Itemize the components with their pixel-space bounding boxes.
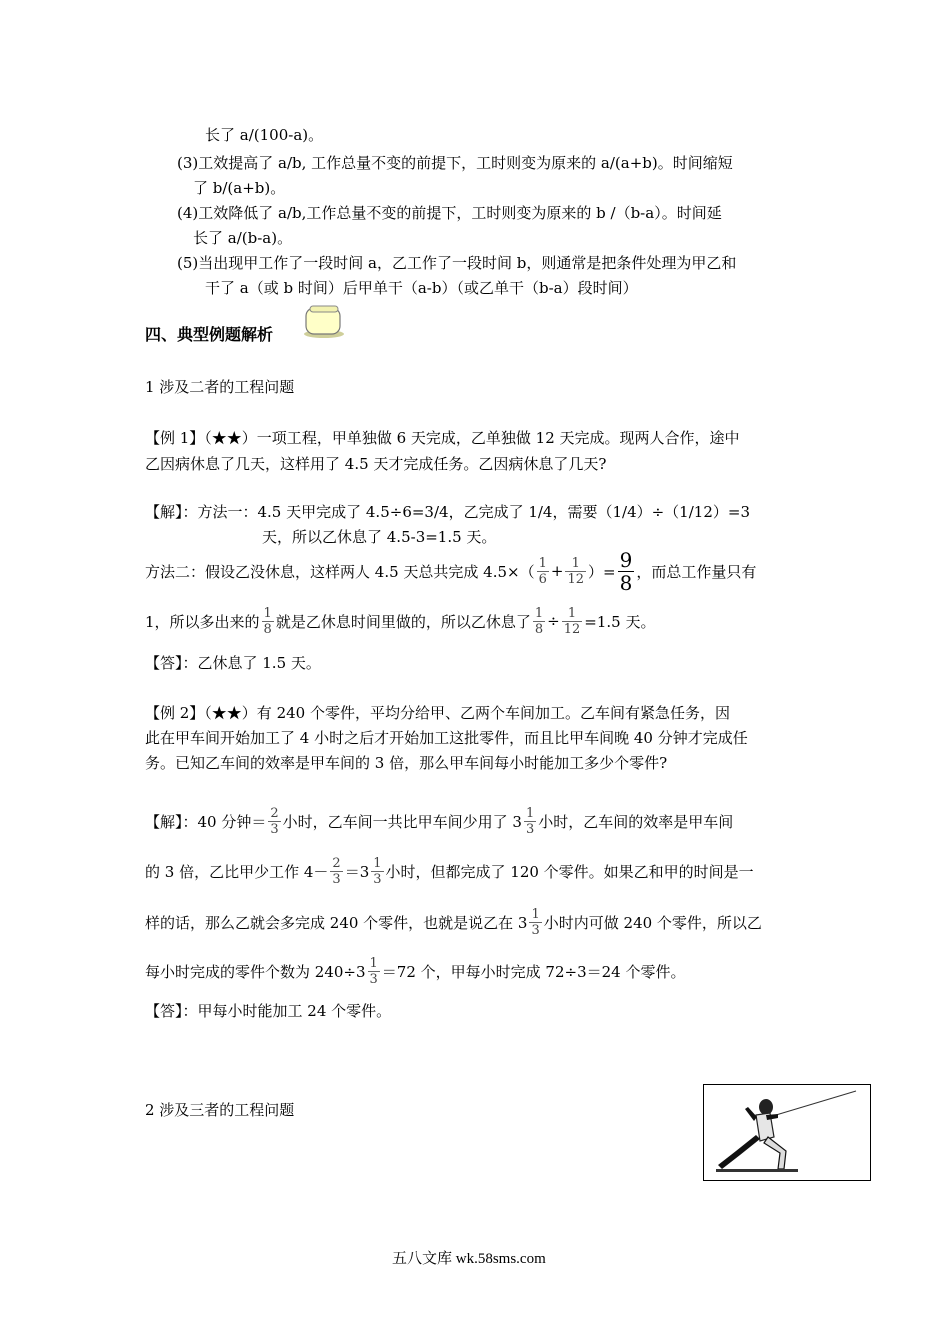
fraction-1-3 — [371, 856, 383, 887]
fraction-denominator: 3 — [531, 922, 540, 938]
fraction-denominator: 3 — [270, 821, 279, 837]
fraction-denominator: 8 — [263, 621, 272, 637]
fraction-denominator: 3 — [369, 971, 378, 987]
example-1-solution-line-1: 【解】：方法一：4.5 天甲完成了 4.5÷6=3/4，乙完成了 1/4，需要（1/4）÷（1/12）=3 — [145, 503, 750, 521]
fraction-denominator: 12 — [567, 571, 584, 587]
fraction-numerator: 1 — [263, 605, 272, 621]
subsection-1-title: 1 涉及二者的工程问题 — [145, 378, 295, 396]
intro-point-4b: 长了 a/(b-a)。 — [193, 229, 293, 247]
intro-point-5a: (5)当出现甲工作了一段时间 a，乙工作了一段时间 b，则通常是把条件处理为甲乙和 — [177, 254, 737, 272]
intro-point-5b: 干了 a（或 b 时间）后甲单干（a-b）（或乙单干（b-a）段时间） — [205, 279, 638, 297]
example-2-solution-line-2 — [145, 851, 754, 891]
fraction-1-3 — [529, 907, 541, 938]
solution-text-b: ＝3 — [344, 862, 370, 881]
line2-text-a: 1，所以多出来的 — [145, 612, 260, 631]
method-2-text-a: 方法二：假设乙没休息，这样两人 4.5 天总共完成 4.5×（ — [145, 562, 535, 581]
example-2-solution-line-3 — [145, 902, 762, 942]
intro-point-3b: 了 b/(a+b)。 — [193, 179, 286, 197]
solution-text-b: 小时内可做 240 个零件，所以乙 — [543, 913, 762, 932]
fraction-numerator: 2 — [270, 805, 279, 821]
fraction-1-6 — [537, 556, 549, 587]
example-1-solution-line-2: 天，所以乙休息了 4.5-3=1.5 天。 — [262, 528, 497, 546]
example-2-solution-line-4 — [145, 951, 685, 991]
fraction-denominator: 3 — [373, 871, 382, 887]
solution-text-b: ＝72 个，甲每小时完成 72÷3＝24 个零件。 — [381, 962, 686, 981]
fraction-1-3 — [524, 806, 536, 837]
footer-watermark: 五八文库 wk.58sms.com — [392, 1251, 546, 1267]
example-2-solution-line-1 — [145, 801, 733, 841]
fraction-2-3 — [330, 856, 342, 887]
fraction-numerator: 1 — [538, 555, 547, 571]
solution-text-c: 小时，乙车间的效率是甲车间 — [538, 812, 734, 831]
example-2-question-line-2: 此在甲车间开始加工了 4 小时之后才开始加工这批零件，而且比甲车间晚 40 分钟才完成任 — [145, 729, 748, 747]
fraction-1-12 — [562, 606, 583, 637]
example-2-question-line-3: 务。已知乙车间的效率是甲车间的 3 倍，那么甲车间每小时能加工多少个零件? — [145, 754, 668, 772]
fraction-9-8 — [618, 549, 635, 594]
scroll-badge-icon — [300, 302, 348, 344]
fraction-denominator: 8 — [619, 570, 633, 595]
method-2-text-b: ）= — [588, 562, 616, 581]
subsection-2-title: 2 涉及三者的工程问题 — [145, 1101, 295, 1119]
example-2-question-line-1: 【例 2】（★★）有 240 个零件，平均分给甲、乙两个车间加工。乙车间有紧急任务，因 — [145, 704, 730, 722]
solution-text-c: 小时，但都完成了 120 个零件。如果乙和甲的时间是一 — [385, 862, 754, 881]
example-2-answer: 【答】：甲每小时能加工 24 个零件。 — [145, 1002, 392, 1020]
fraction-1-8 — [533, 606, 545, 637]
divide-sign: ÷ — [547, 612, 560, 630]
example-1-question-line-1: 【例 1】（★★）一项工程，甲单独做 6 天完成，乙单独做 12 天完成。现两人合作，途中 — [145, 429, 740, 447]
fraction-denominator: 3 — [332, 871, 341, 887]
line2-text-b: 就是乙休息时间里做的，所以乙休息了 — [275, 612, 531, 631]
solution-text-b: 小时，乙车间一共比甲车间少用了 3 — [282, 812, 522, 831]
intro-point-4a: (4)工效降低了 a/b,工作总量不变的前提下，工时则变为原来的 b /（b-a）。时间延 — [177, 204, 722, 222]
fraction-denominator: 6 — [538, 571, 547, 587]
fraction-numerator: 1 — [373, 855, 382, 871]
intro-line-1: 长了 a/(100-a)。 — [205, 126, 324, 144]
solution-text-a: 样的话，那么乙就会多完成 240 个零件，也就是说乙在 3 — [145, 913, 528, 932]
fraction-denominator: 3 — [525, 821, 535, 837]
fraction-numerator: 1 — [534, 605, 544, 621]
fraction-numerator: 2 — [332, 855, 341, 871]
fraction-numerator: 1 — [525, 805, 535, 821]
fraction-numerator: 1 — [567, 605, 577, 621]
plus-sign: + — [550, 562, 564, 580]
fraction-numerator: 1 — [571, 555, 580, 571]
section-title: 四、典型例题解析 — [145, 325, 274, 344]
fraction-1-3 — [368, 956, 380, 987]
fraction-numerator: 1 — [531, 906, 540, 922]
example-1-method-2-line-2 — [145, 602, 655, 640]
intro-point-3a: (3)工效提高了 a/b, 工作总量不变的前提下，工时则变为原来的 a/(a+b)。时间缩短 — [177, 154, 733, 172]
solution-text-a: 【解】：40 分钟＝ — [145, 812, 267, 831]
fraction-numerator: 9 — [619, 547, 633, 572]
fraction-denominator: 8 — [534, 621, 544, 637]
fraction-2-3 — [268, 806, 280, 837]
fraction-1-12 — [565, 556, 586, 587]
solution-text-a: 的 3 倍，乙比甲少工作 4－ — [145, 862, 329, 881]
fraction-numerator: 1 — [369, 955, 378, 971]
fraction-denominator: 12 — [563, 621, 581, 637]
fencer-illustration — [703, 1084, 871, 1181]
example-1-question-line-2: 乙因病休息了几天，这样用了 4.5 天才完成任务。乙因病休息了几天? — [145, 455, 607, 473]
method-2-text-c: ，而总工作量只有 — [636, 562, 757, 581]
line2-text-c: =1.5 天。 — [584, 612, 656, 631]
example-1-method-2 — [145, 549, 756, 593]
example-1-answer: 【答】：乙休息了 1.5 天。 — [145, 654, 321, 672]
fraction-1-8 — [262, 606, 274, 637]
solution-text-a: 每小时完成的零件个数为 240÷3 — [145, 962, 366, 981]
